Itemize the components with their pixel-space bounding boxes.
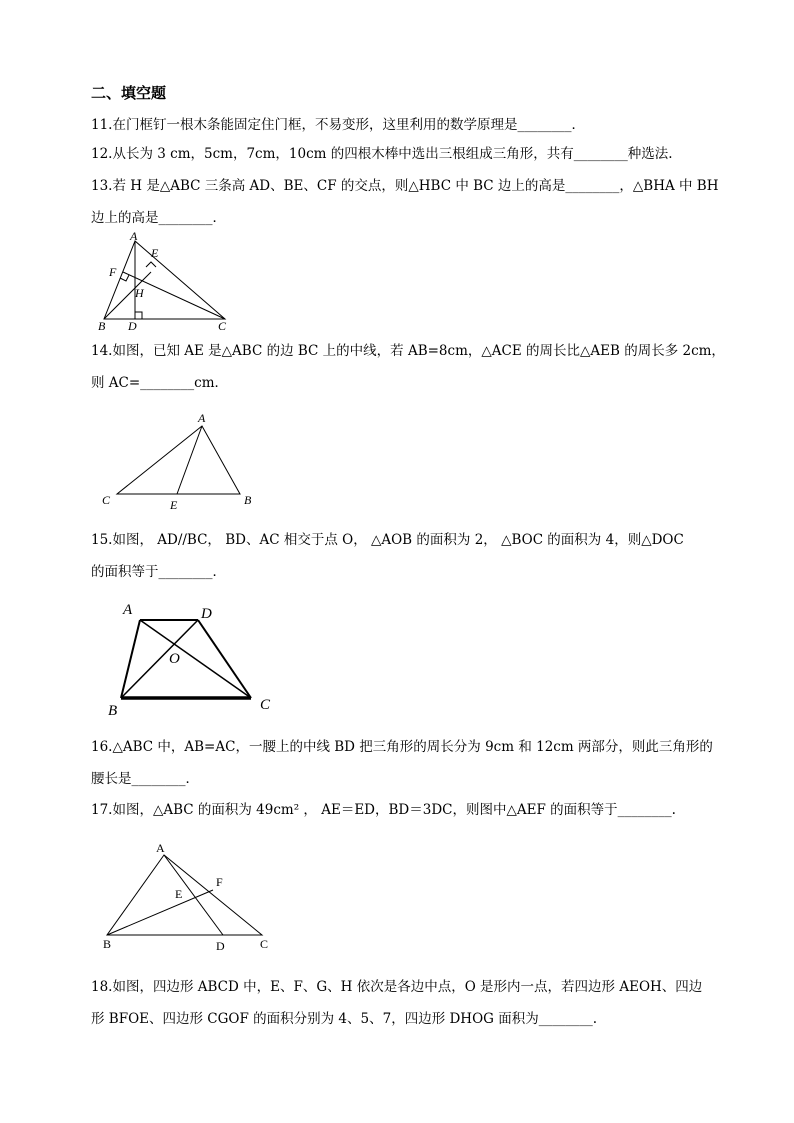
fig14-label-a: A [198, 411, 206, 425]
fig14-label-e: E [170, 498, 178, 512]
fig13-triangle [104, 241, 225, 319]
fig17-label-b: B [103, 937, 112, 951]
fig14-triangle [117, 426, 240, 494]
question-12: 12.从长为 3 cm，5cm，7cm，10cm 的四根木棒中选出三根组成三角形，共有________种选法. [91, 146, 673, 162]
fig15-diagonal-ac [140, 620, 251, 698]
question-14-line-2: 则 AC=________cm． [91, 375, 229, 391]
fig15-label-d: D [201, 606, 212, 622]
question-13-line-2: 边上的高是________． [91, 210, 226, 226]
fig15-label-c: C [260, 697, 271, 713]
fig13-label-h: H [135, 286, 144, 300]
fig15-diagonal-bd [121, 620, 198, 698]
fig17-label-e: E [175, 887, 183, 901]
fig13-label-a: A [130, 229, 138, 243]
fig15-label-b: B [108, 703, 118, 719]
question-13-line-1: 13.若 H 是△ABC 三条高 AD、BE、CF 的交点，则△HBC 中 BC 边上的高是________，△BHA 中 BH [91, 178, 719, 194]
fig17-triangle [107, 855, 262, 935]
fig15-side-dc [198, 620, 251, 698]
fig15-side-ab [121, 620, 140, 698]
question-16-line-1: 16.△ABC 中，AB=AC，一腰上的中线 BD 把三角形的周长分为 9cm 和 12cm 两部分，则此三角形的 [91, 739, 713, 755]
fig14-label-c: C [102, 493, 111, 507]
fig15-label-o: O [169, 651, 180, 667]
figure-13 [95, 229, 245, 333]
fig17-label-f: F [216, 875, 223, 889]
question-16-line-2: 腰长是________． [91, 771, 199, 787]
question-11: 11.在门框钉一根木条能固定住门框，不易变形，这里利用的数学原理是________． [91, 117, 585, 133]
question-18-line-2: 形 BFOE、四边形 CGOF 的面积分别为 4、5、7，四边形 DHOG 面积为________. [91, 1011, 598, 1027]
fig13-right-angle-e [146, 262, 156, 267]
fig17-segment-ad [164, 855, 223, 935]
figure-15 [105, 600, 295, 720]
fig13-right-angle-d [135, 312, 142, 319]
fig13-label-c: C [218, 319, 227, 333]
fig15-label-a: A [123, 602, 133, 618]
fig17-label-c: C [260, 937, 269, 951]
fig17-label-d: D [216, 939, 225, 953]
question-17: 17.如图，△ABC 的面积为 49cm² ， AE＝ED，BD＝3DC，则图中△AEF 的面积等于________. [91, 802, 676, 818]
fig13-label-f: F [109, 265, 117, 279]
question-15-line-2: 的面积等于________． [91, 564, 226, 580]
section-title: 二、填空题 [91, 84, 167, 102]
question-14-line-1: 14.如图，已知 AE 是△ABC 的边 BC 上的中线，若 AB=8cm，△ACE 的周长比△AEB 的周长多 2cm， [91, 343, 725, 359]
figure-17 [95, 838, 285, 958]
fig13-label-b: B [98, 319, 106, 333]
fig13-label-e: E [151, 246, 159, 260]
fig14-label-b: B [244, 493, 252, 507]
figure-14 [100, 410, 280, 510]
fig13-label-d: D [128, 319, 137, 333]
fig17-label-a: A [156, 841, 165, 855]
question-15-line-1: 15.如图， AD//BC， BD、AC 相交于点 O， △AOB 的面积为 2， △BOC 的面积为 4，则△DOC [91, 532, 684, 548]
question-18-line-1: 18.如图，四边形 ABCD 中，E、F、G、H 依次是各边中点，O 是形内一点，若四边形 AEOH、四边 [91, 979, 703, 995]
